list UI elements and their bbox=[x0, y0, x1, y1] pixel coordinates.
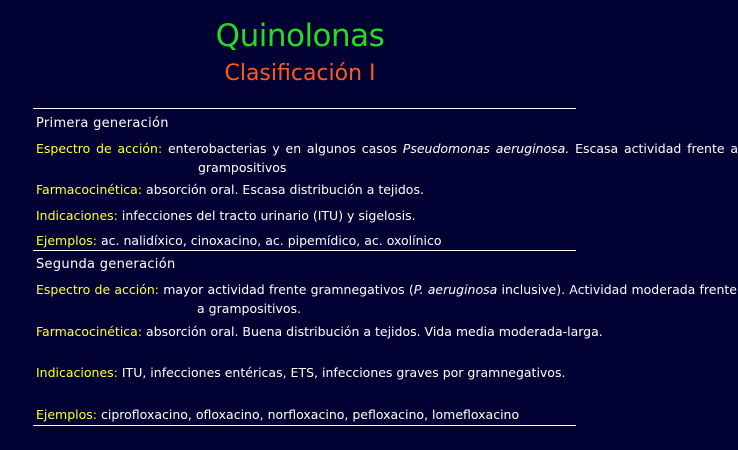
gen1-ejemplos-text: ac. nalidíxico, cinoxacino, ac. pipemídico, ac. oxolínico bbox=[101, 233, 442, 248]
gen1-farmaco-text: absorción oral. Escasa distribución a tejidos. bbox=[146, 182, 424, 197]
slide-subtitle: Clasificación I bbox=[224, 61, 376, 86]
gen2-farmaco-text: absorción oral. Buena distribución a tejidos. Vida media moderada-larga. bbox=[146, 324, 603, 339]
gen2-indicaciones-label: Indicaciones: bbox=[36, 365, 118, 380]
gen1-espectro-text-a: enterobacterias y en algunos casos bbox=[167, 141, 397, 156]
slide-title: Quinolonas bbox=[215, 18, 385, 54]
gen1-indicaciones bbox=[36, 206, 576, 225]
gen1-farmaco bbox=[36, 180, 576, 199]
divider-middle bbox=[33, 250, 576, 251]
gen2-ejemplos-label: Ejemplos: bbox=[36, 407, 98, 422]
gen1-heading: Primera generación bbox=[36, 116, 169, 131]
gen1-indicaciones-text: infecciones del tracto urinario (ITU) y sigelosis. bbox=[121, 208, 416, 223]
gen2-ejemplos-text: ciprofloxacino, ofloxacino, norfloxacino, pefloxacino, lomefloxacino bbox=[101, 407, 520, 422]
gen2-espectro-text-a: mayor actividad frente gramnegativos ( bbox=[163, 282, 414, 297]
gen1-espectro-text-b: Escasa actividad frente a grampositivos bbox=[198, 141, 738, 175]
gen2-indicaciones-text: ITU, infecciones entéricas, ETS, infecciones graves por gramnegativos. bbox=[121, 365, 566, 380]
gen1-espectro bbox=[36, 139, 738, 177]
divider-bottom bbox=[33, 425, 576, 426]
gen1-espectro-italic: Pseudomonas aeruginosa. bbox=[402, 141, 570, 156]
divider-top bbox=[33, 108, 576, 109]
gen2-espectro-label: Espectro de acción: bbox=[36, 282, 160, 297]
gen1-ejemplos bbox=[36, 231, 576, 250]
gen2-espectro-text-b: inclusive). Actividad moderada frente a grampositivos. bbox=[197, 282, 737, 316]
gen1-farmaco-label: Farmacocinética: bbox=[36, 182, 143, 197]
gen2-espectro-italic: P. aeruginosa bbox=[413, 282, 498, 297]
gen2-heading: Segunda generación bbox=[36, 257, 176, 272]
gen2-espectro bbox=[36, 280, 737, 318]
gen2-farmaco-label: Farmacocinética: bbox=[36, 324, 143, 339]
gen1-indicaciones-label: Indicaciones: bbox=[36, 208, 118, 223]
gen2-indicaciones bbox=[36, 363, 677, 382]
gen1-espectro-label: Espectro de acción: bbox=[36, 141, 163, 156]
gen1-ejemplos-label: Ejemplos: bbox=[36, 233, 98, 248]
gen2-farmaco bbox=[36, 322, 696, 341]
gen2-ejemplos bbox=[36, 405, 576, 424]
